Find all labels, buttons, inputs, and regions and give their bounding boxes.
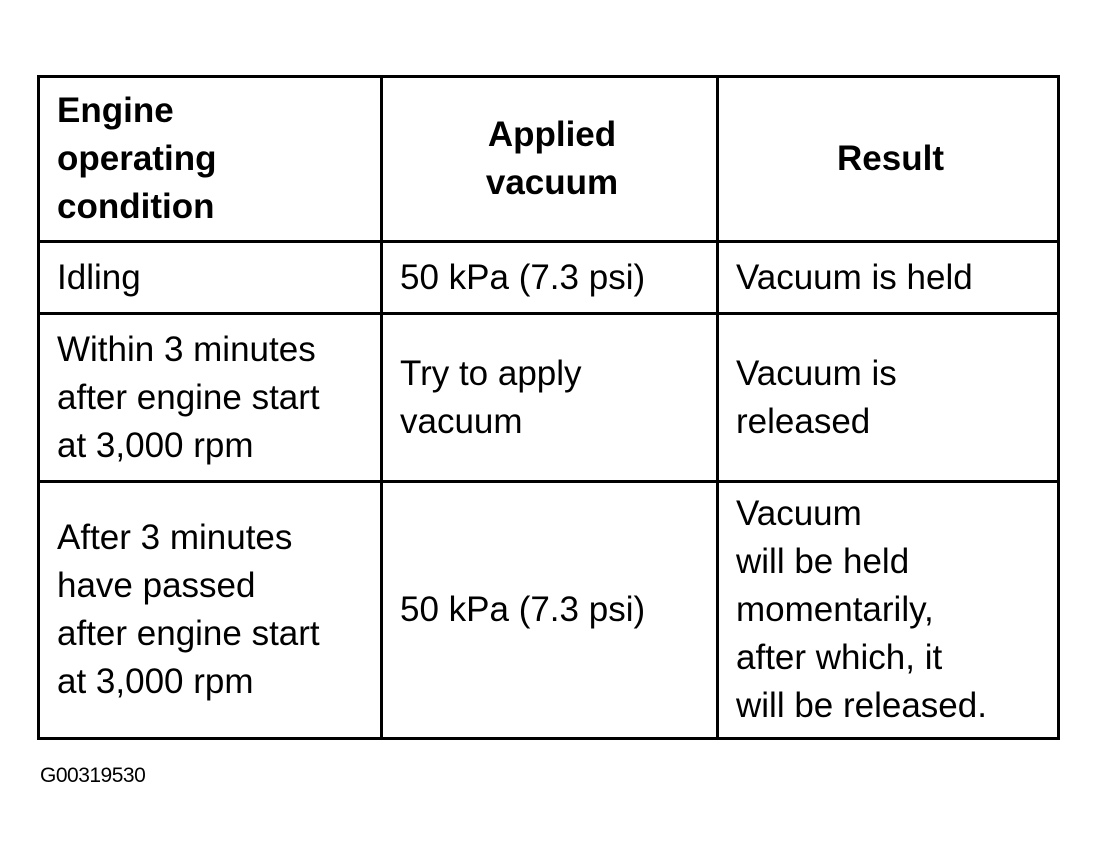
cell-line: Vacuum is bbox=[736, 353, 897, 393]
header-result bbox=[718, 77, 1059, 242]
cell-line: vacuum bbox=[400, 401, 523, 441]
cell-line: after engine start bbox=[57, 614, 320, 653]
cell-line: will be held bbox=[736, 542, 910, 581]
cell-line: at 3,000 rpm bbox=[57, 662, 254, 701]
cell-condition bbox=[39, 242, 382, 314]
cell-condition bbox=[39, 314, 382, 482]
header-engine-operating-condition bbox=[39, 77, 382, 242]
header-line: Result bbox=[837, 139, 944, 178]
header-line: Applied bbox=[487, 115, 617, 154]
vacuum-test-table bbox=[37, 75, 1060, 740]
cell-line: Vacuum is held bbox=[736, 257, 973, 297]
cell-line: after which, it bbox=[736, 638, 943, 677]
cell-result bbox=[718, 242, 1059, 314]
cell-line: 50 kPa (7.3 psi) bbox=[400, 590, 646, 629]
header-line: operating bbox=[57, 139, 217, 178]
cell-line: will be released. bbox=[736, 686, 987, 725]
cell-vacuum bbox=[382, 242, 718, 314]
header-line: condition bbox=[57, 187, 215, 226]
cell-condition bbox=[39, 482, 382, 739]
table-header-row bbox=[39, 77, 1059, 242]
cell-line: 50 kPa (7.3 psi) bbox=[400, 257, 646, 297]
cell-line: at 3,000 rpm bbox=[57, 425, 254, 465]
cell-line: Vacuum bbox=[736, 494, 862, 533]
cell-line: Within 3 minutes bbox=[57, 329, 316, 369]
header-line: Engine bbox=[57, 91, 174, 130]
cell-line: Try to apply bbox=[400, 353, 582, 393]
header-applied-vacuum bbox=[382, 77, 718, 242]
cell-line: have passed bbox=[57, 566, 256, 605]
cell-result bbox=[718, 482, 1059, 739]
table-row bbox=[39, 314, 1059, 482]
cell-line: momentarily, bbox=[736, 590, 934, 629]
figure-code: G00319530 bbox=[40, 764, 146, 787]
cell-line: Idling bbox=[57, 257, 141, 297]
cell-line: After 3 minutes bbox=[57, 518, 293, 557]
cell-line: released bbox=[736, 401, 871, 441]
header-line: vacuum bbox=[485, 163, 619, 202]
table-row bbox=[39, 482, 1059, 739]
cell-vacuum bbox=[382, 314, 718, 482]
table-row bbox=[39, 242, 1059, 314]
cell-line: after engine start bbox=[57, 377, 320, 417]
cell-result bbox=[718, 314, 1059, 482]
cell-vacuum bbox=[382, 482, 718, 739]
